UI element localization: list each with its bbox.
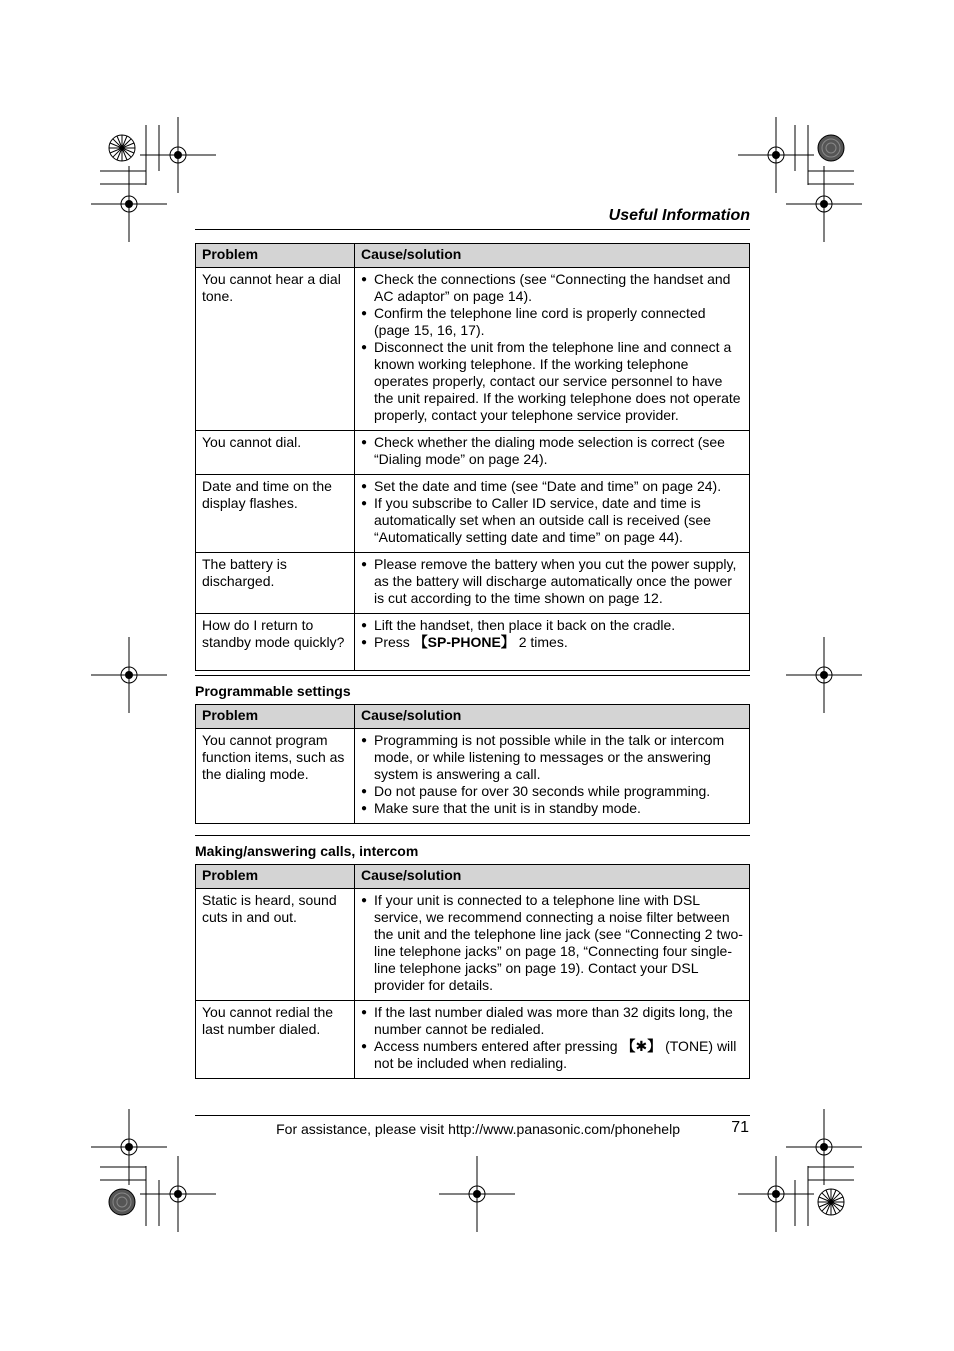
- problem-cell: You cannot hear a dial tone.: [196, 268, 355, 431]
- solution-cell: [355, 431, 750, 475]
- table-header-row: [196, 705, 750, 729]
- table-row: [196, 889, 750, 1001]
- solution-cell: [355, 268, 750, 431]
- troubleshooting-table-general: [195, 243, 750, 671]
- page-number: 71: [731, 1119, 749, 1136]
- section-heading-programmable: [195, 675, 750, 699]
- section-title: Making/answering calls, intercom: [195, 843, 419, 859]
- solution-item: ● Set the date and time (see “Date and time” on page 24).: [361, 478, 743, 495]
- troubleshooting-table-calls: [195, 864, 750, 1079]
- solution-item: ● Lift the handset, then place it back on the cradle.: [361, 617, 743, 634]
- solution-item: ● Please remove the battery when you cut the power supply, as the battery will discharge automatically once the power is cut according to the time shown on page 12.: [361, 556, 743, 607]
- table-row: [196, 431, 750, 475]
- table-row: [196, 475, 750, 553]
- star-key: 【✱】: [621, 1038, 662, 1054]
- solution-cell: [355, 475, 750, 553]
- troubleshooting-table-programmable: [195, 704, 750, 824]
- table-header-row: [196, 865, 750, 889]
- solution-item: ● Check whether the dialing mode selection is correct (see “Dialing mode” on page 24).: [361, 434, 743, 468]
- solution-cell: [355, 889, 750, 1001]
- solution-item: ● Press 【SP-PHONE】 2 times.: [361, 634, 743, 651]
- problem-cell: The battery is discharged.: [196, 553, 355, 614]
- column-header-problem: Problem: [196, 865, 355, 889]
- table-row: [196, 729, 750, 824]
- solution-item: ● If you subscribe to Caller ID service, date and time is automatically set when an outside call is received (see “Automatically setting date and time” on page 44).: [361, 495, 743, 546]
- table-row: [196, 553, 750, 614]
- problem-cell: You cannot redial the last number dialed.: [196, 1001, 355, 1079]
- column-header-problem: Problem: [196, 705, 355, 729]
- section-heading-calls: [195, 835, 750, 859]
- solution-item: ● Do not pause for over 30 seconds while programming.: [361, 783, 743, 800]
- column-header-cause: Cause/solution: [355, 705, 750, 729]
- column-header-cause: Cause/solution: [355, 244, 750, 268]
- solution-item: ● Programming is not possible while in the talk or intercom mode, or while listening to messages or the answering system is answering a call.: [361, 732, 743, 783]
- problem-cell: Static is heard, sound cuts in and out.: [196, 889, 355, 1001]
- table-row: [196, 268, 750, 431]
- solution-cell: [355, 729, 750, 824]
- solution-item: ● Access numbers entered after pressing 【✱】 (TONE) will not be included when redialing.: [361, 1038, 743, 1072]
- assistance-text: For assistance, please visit http://www.panasonic.com/phonehelp: [276, 1121, 680, 1137]
- page-footer: [195, 1115, 750, 1137]
- solution-item: ● Confirm the telephone line cord is properly connected (page 15, 16, 17).: [361, 305, 743, 339]
- solution-cell: [355, 614, 750, 671]
- table-header-row: [196, 244, 750, 268]
- column-header-problem: Problem: [196, 244, 355, 268]
- solution-item: ● If your unit is connected to a telephone line with DSL service, we recommend connecting a noise filter between the unit and the telephone line jack (see “Connecting 2 two-line telephone jacks” on page 18, “Connecting four single-line telephone jacks” on page 19). Contact your DSL provider for details.: [361, 892, 743, 994]
- problem-cell: Date and time on the display flashes.: [196, 475, 355, 553]
- page-header: [195, 206, 750, 230]
- page-section-title: Useful Information: [608, 207, 750, 224]
- problem-cell: You cannot program function items, such as the dialing mode.: [196, 729, 355, 824]
- problem-cell: You cannot dial.: [196, 431, 355, 475]
- sp-phone-key: 【SP-PHONE】: [413, 634, 515, 650]
- solution-item: ● Make sure that the unit is in standby mode.: [361, 800, 743, 817]
- solution-item: ● Disconnect the unit from the telephone line and connect a known working telephone. If the working telephone operates properly, contact our service personnel to have the unit repaired. If the working telephone does not operate properly, contact your telephone service provider.: [361, 339, 743, 424]
- problem-cell: How do I return to standby mode quickly?: [196, 614, 355, 671]
- solution-cell: [355, 1001, 750, 1079]
- solution-item: ● Check the connections (see “Connecting the handset and AC adaptor” on page 14).: [361, 271, 743, 305]
- table-row: [196, 614, 750, 671]
- section-title: Programmable settings: [195, 683, 351, 699]
- column-header-cause: Cause/solution: [355, 865, 750, 889]
- solution-item: ● If the last number dialed was more than 32 digits long, the number cannot be redialed.: [361, 1004, 743, 1038]
- table-row: [196, 1001, 750, 1079]
- solution-cell: [355, 553, 750, 614]
